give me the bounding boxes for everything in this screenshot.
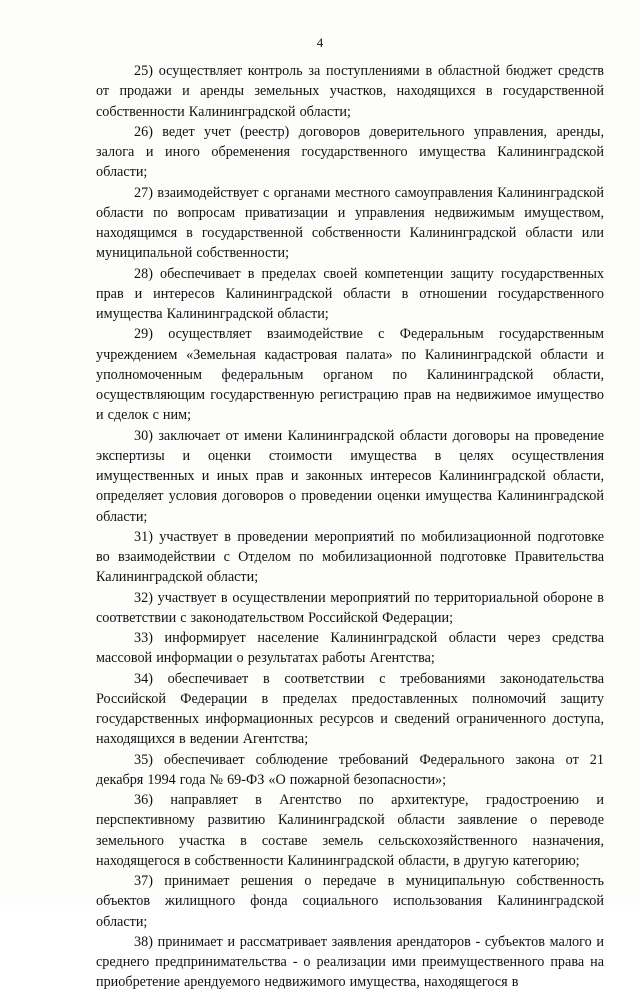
list-item-37: 37) принимает решения о передаче в муниципальную собственность объектов жилищного фонда социального использования Калининградской области; (96, 873, 604, 930)
list-item-31: 31) участвует в проведении мероприятий по мобилизационной подготовке во взаимодействии с Отделом по мобилизационной подготовке Правительства Калининградской области; (96, 528, 604, 586)
list-item-33: 33) информирует население Калининградской области через средства массовой информации о результатах работы Агентства; (96, 630, 604, 667)
list-item-34: 34) обеспечивает в соответствии с требованиями законодательства Российской Федерации в пределах предоставленных полномочий защиту государственных информационных ресурсов и сведений ограниченного доступа, находящихся в ведении Агентства; (96, 670, 604, 748)
page-number: 4 (316, 35, 324, 50)
list-item-38: 38) принимает и рассматривает заявления арендаторов - субъектов малого и среднего предпринимательства - о реализации ими преимущественного права на приобретение арендуемого недвижимого имущества, находящегося в (96, 933, 604, 991)
list-item-27: 27) взаимодействует с органами местного самоуправления Калининградской области по вопросам приватизации и управления недвижимым имуществом, находящимся в государственной собственности Калининградской области или муниципальной собственности; (96, 184, 604, 262)
list-item-32: 32) участвует в осуществлении мероприятий по территориальной обороне в соответствии с законодательством Российской Федерации; (96, 589, 604, 626)
document-body (96, 61, 604, 993)
list-item-26: 26) ведет учет (реестр) договоров доверительного управления, аренды, залога и иного обременения государственного имущества Калининградской области; (96, 123, 604, 181)
list-item-35: 35) обеспечивает соблюдение требований Федерального закона от 21 декабря 1994 года № 69-ФЗ «О пожарной безопасности»; (96, 751, 604, 788)
list-item-36: 36) направляет в Агентство по архитектуре, градостроению и перспективному развитию Калининградской области заявление о переводе земельного участка в составе земель сельскохозяйственного назначения, находящегося в собственности Калининградской области, в другую категорию; (96, 792, 604, 869)
list-item-25: 25) осуществляет контроль за поступлениями в областной бюджет средств от продажи и аренды земельных участков, находящихся в государственной собственности Калининградской области; (96, 63, 604, 120)
list-item-28: 28) обеспечивает в пределах своей компетенции защиту государственных прав и интересов Калининградской области в отношении государственного имущества Калининградской области; (96, 265, 604, 322)
list-item-30: 30) заключает от имени Калининградской области договоры на проведение экспертизы и оценки стоимости имущества в целях осуществления имущественных и иных прав и законных интересов Калининградской области, определяет условия договоров о проведении оценки имущества Калининградской области; (96, 427, 604, 525)
list-item-29: 29) осуществляет взаимодействие с Федеральным государственным учреждением «Земельная кадастровая палата» по Калининградской области и уполномоченным федеральным органом по Калининградской области, осуществляющим государственную регистрацию прав на недвижимое имущество и сделок с ним; (96, 326, 604, 424)
